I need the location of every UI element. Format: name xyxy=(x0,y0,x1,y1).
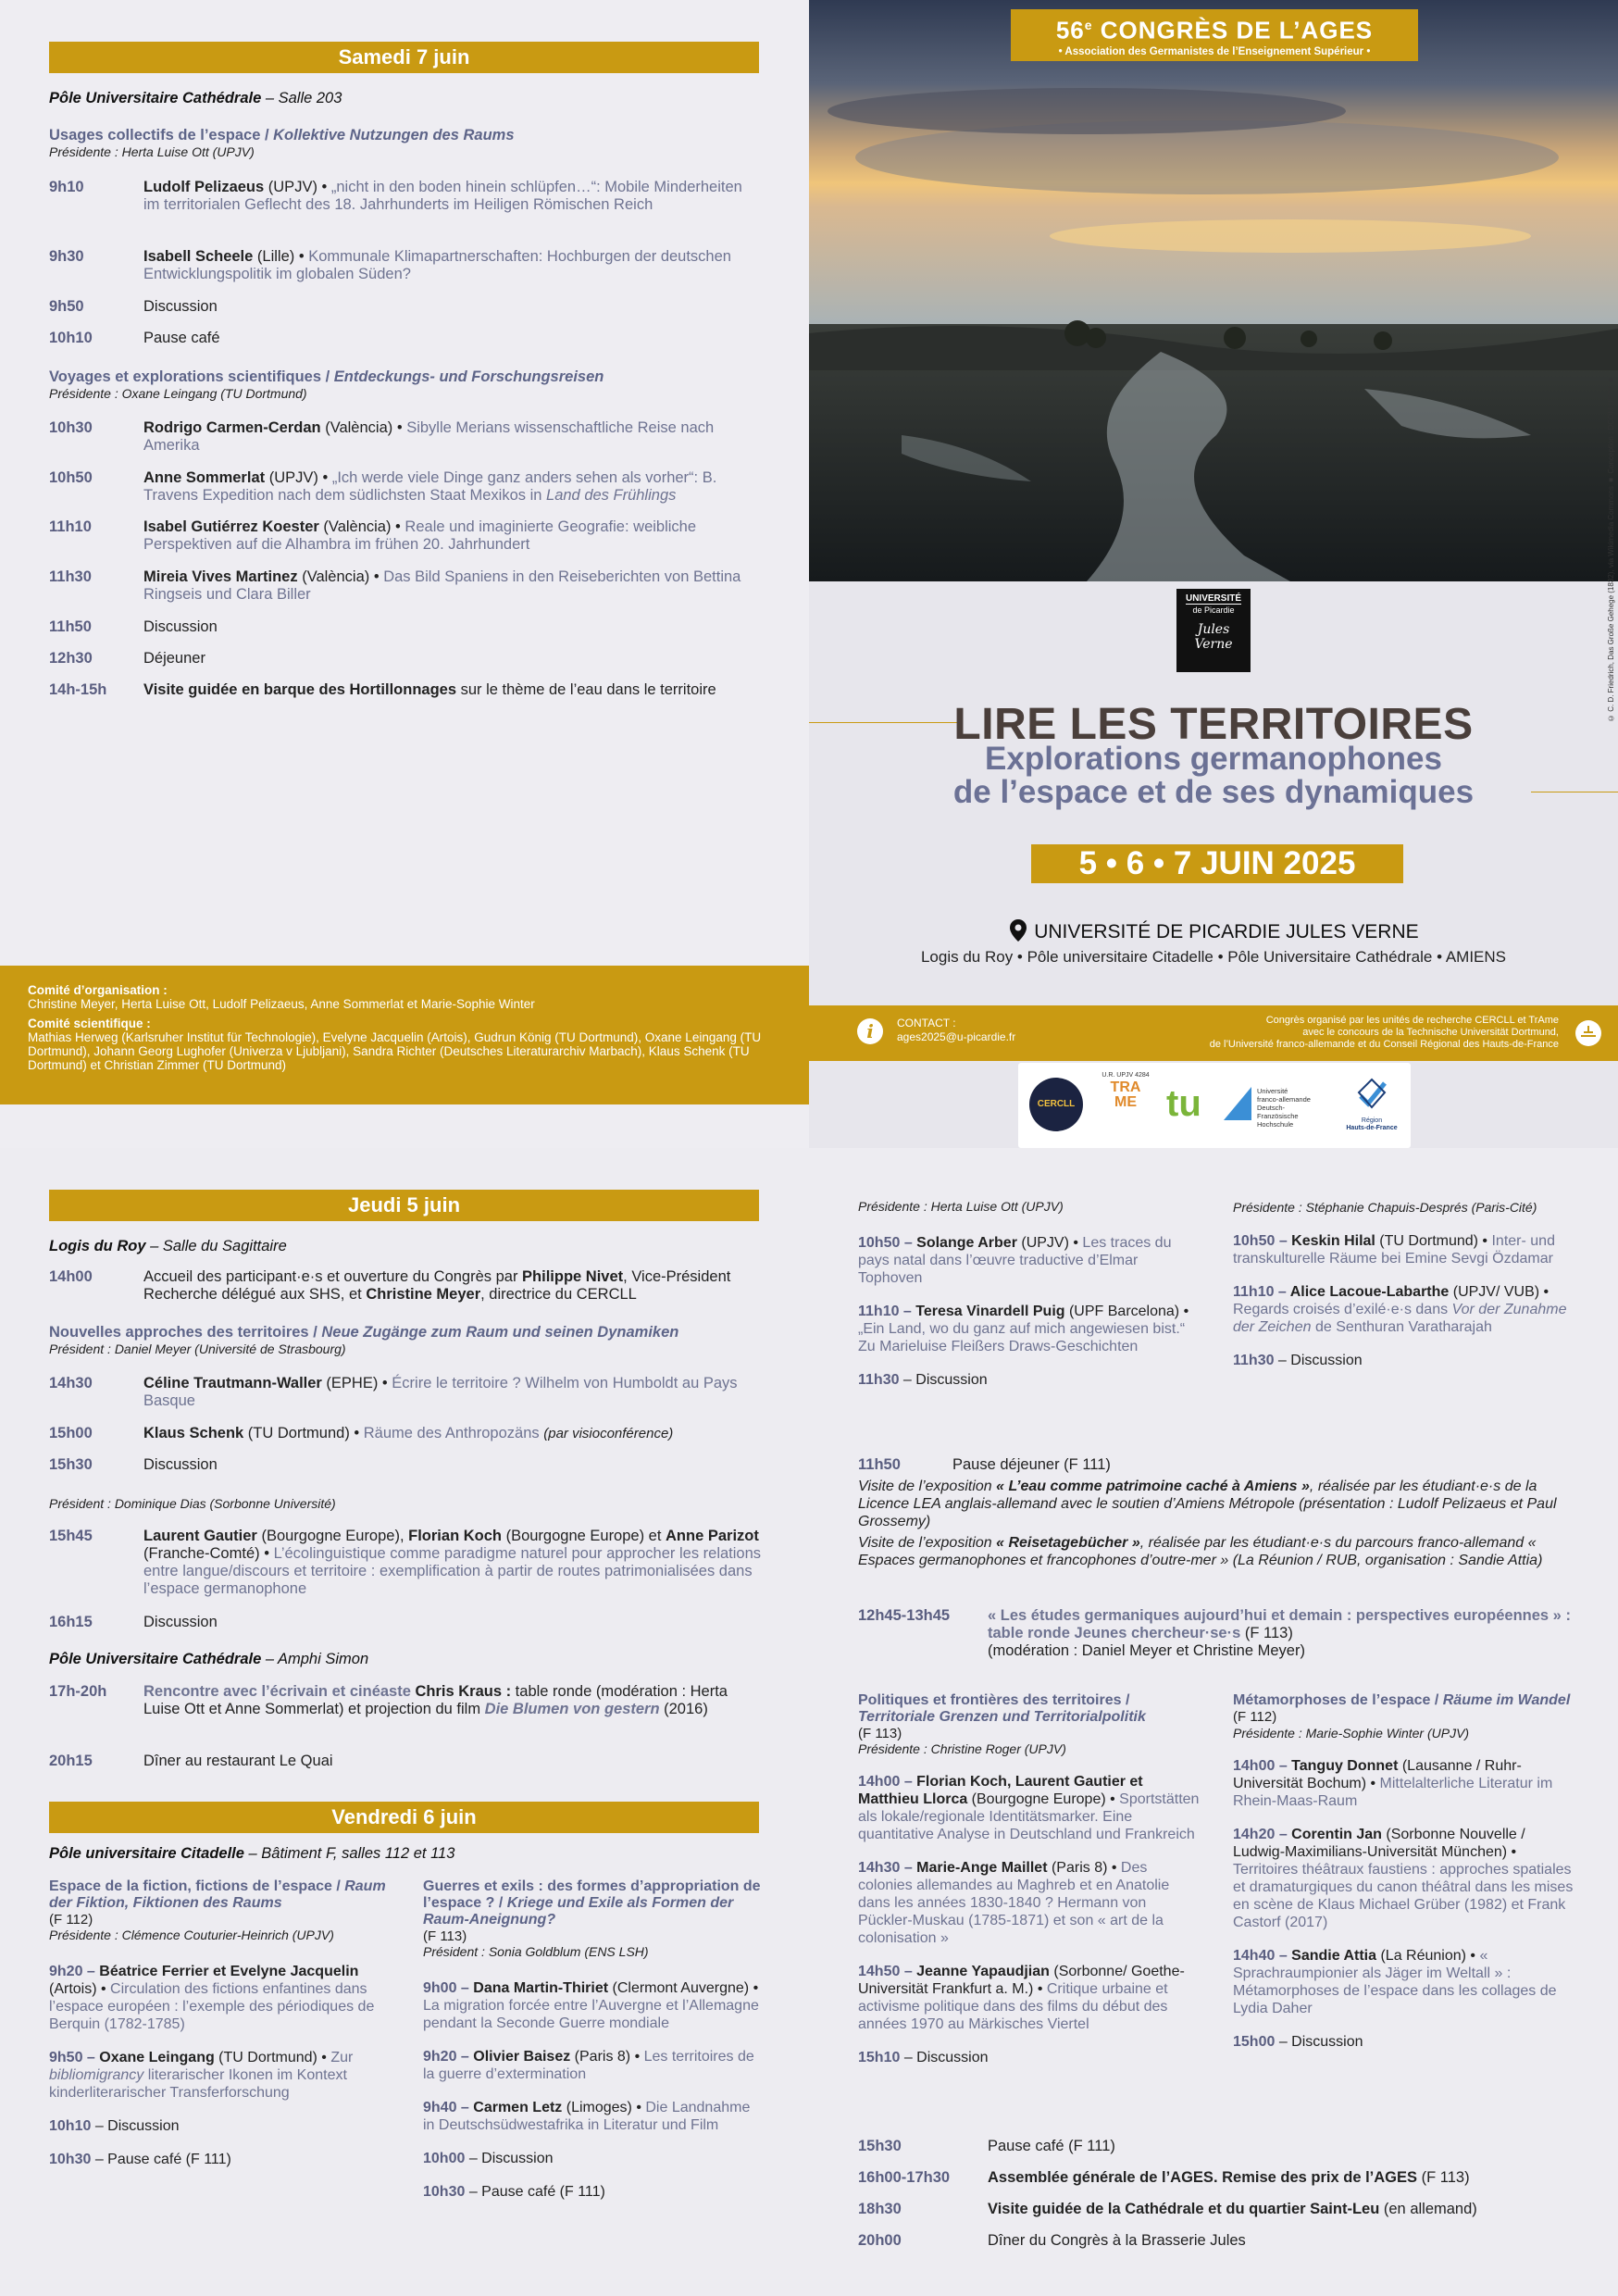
round-table: 12h45-13h45 « Les études germaniques aujourd’hui et demain : perspectives européennes » : table ronde Jeunes chercheur·se·s (F 113) (modération : Daniel Meyer et Christine Meyer) xyxy=(858,1607,1571,1659)
parallel-session-left-morning: Présidente : Herta Luise Ott (UPJV) 10h50 – Solange Arber (UPJV) • Les traces du pays natal dans l’œuvre traductive d’Elmar Tophoven 11h10 – Teresa Vinardell Puig (UPF Barcelona) • „Ein Land, wo du ganz auf mich angewiesen bist.“ Zu Marieluise Fleißers Draws-Geschichten 11h30 – Discussion xyxy=(858,1199,1191,1389)
program-item: 10h10 – Discussion xyxy=(49,2118,180,2134)
program-row: 10h50 Anne Sommerlat (UPJV) • „Ich werde viele Dinge ganz anders sehen als vorher“: B. Travens Expedition nach dem südlichsten Staat Mexikos in Land des Frühlings xyxy=(49,469,717,504)
program-item: 15h00 – Discussion xyxy=(1233,2034,1363,2050)
program-item: 14h40 – Sandie Attia (La Réunion) • « Sprachraumpionier als Jäger im Weltall » : Métamorphoses de l’espace dans les collages de Lydia Daher xyxy=(1233,1948,1557,2016)
landscape-painting xyxy=(809,0,1618,581)
exhibition-note: Visite de l’exposition « L’eau comme patrimoine caché à Amiens », réalisée par les étudiant·e·s de la Licence LEA anglais-allemand avec le soutien d’Amiens Métropole (présentation : Ludolf Pelizaeus et Paul Grossemy) xyxy=(858,1479,1557,1529)
panel-thursday-friday xyxy=(0,1148,809,2296)
program-item: 10h30 – Pause café (F 111) xyxy=(49,2152,231,2167)
program-row: 9h50 Discussion xyxy=(49,298,218,315)
program-item: 14h00 – Tanguy Donnet (Lausanne / Ruhr-Universität Bochum) • Mittelalterliche Literatur im Rhein-Maas-Raum xyxy=(1233,1758,1553,1809)
program-row: 16h00-17h30 Assemblée générale de l’AGES. Remise des prix de l’AGES (F 113) xyxy=(858,2169,1470,2186)
program-row: 10h10 Pause café xyxy=(49,330,220,346)
parallel-session-metamorphoses: Métamorphoses de l’espace / Räume im Wandel (F 112) Présidente : Marie-Sophie Winter (UPJV) 14h00 – Tanguy Donnet (Lausanne / Ruhr-Universität Bochum) • Mittelalterliche Literatur im Rhein-Maas-Raum 14h20 – Corentin Jan (Sorbonne Nouvelle / Ludwig-Maximilians-Universität München) • Territoires théâtraux faustiens : approches spatiales et dramaturgiques du canon théâtral dans les mises en scène de Klaus Michael Grüber (1982) et Frank Castorf (2017) 14h40 – Sandie Attia (La Réunion) • « Sprachraumpionier als Jäger im Weltall » : Métamorphoses de l’espace dans les collages de Lydia Daher 15h00 – Discussion xyxy=(1233,1692,1575,2051)
parallel-session-war-exile: Guerres et exils : des formes d’appropriation de l’espace ? / Kriege und Exile als Formen der Raum-Aneignung? (F 113) Président : Sonia Goldblum (ENS LSH) 9h00 – Dana Martin-Thiriet (Clermont Auvergne) • La migration forcée entre l’Auvergne et l’Allemagne pendant la Seconde Guerre mondiale 9h20 – Olivier Baisez (Paris 8) • Les territoires de la guerre d’extermination 9h40 – Carmen Letz (Limoges) • Die Landnahme in Deutschsüdwestafrika in Literatur und Film 10h00 – Discussion 10h30 – Pause café (F 111) xyxy=(423,1878,765,2201)
session-header: Nouvelles approches des territoires / Neue Zugänge zum Raum und seinen Dynamiken Président : Daniel Meyer (Université de Strasbourg) xyxy=(49,1324,679,1356)
program-item: 14h30 – Marie-Ange Maillet (Paris 8) • Des colonies allemandes au Maghreb et en Anatolie dans les années 1830-1840 ? Hermann von Pückler-Muskau (1785-1871) et son « art de la colonisation » xyxy=(858,1860,1170,1946)
program-item: 9h20 – Olivier Baisez (Paris 8) • Les territoires de la guerre d’extermination xyxy=(423,2049,754,2082)
program-item: 14h50 – Jeanne Yapaudjian (Sorbonne/ Goethe-Universität Frankfurt a. M.) • Critique urbaine et activisme politique dans des films du début des années 1970 au Märkisches Viertel xyxy=(858,1964,1185,2032)
program-row: 15h00 Klaus Schenk (TU Dortmund) • Räume des Anthropozäns (par visioconférence) xyxy=(49,1425,674,1441)
program-item: 9h40 – Carmen Letz (Limoges) • Die Landnahme in Deutschsüdwestafrika in Literatur und Film xyxy=(423,2100,751,2133)
program-row: 15h30 Discussion xyxy=(49,1456,218,1473)
day-header-thursday: Jeudi 5 juin xyxy=(49,1190,759,1221)
parallel-session-fiction: Espace de la fiction, fictions de l’espace / Raum der Fiktion, Fiktionen des Raums (F 112) Présidente : Clémence Couturier-Heinrich (UPJV) 9h20 – Béatrice Ferrier et Evelyne Jacquelin (Artois) • Circulation des fictions enfantines dans l’espace européen : l’exemple des périodiques de Berquin (1782-1785) 9h50 – Oxane Leingang (TU Dortmund) • Zur bibliomigrancy literarischer Ikonen im Kontext kinderliterarischer Transferforschung 10h10 – Discussion 10h30 – Pause café (F 111) xyxy=(49,1878,392,2168)
session-president: Président : Dominique Dias (Sorbonne Université) xyxy=(49,1496,336,1511)
program-row: 9h10 Ludolf Pelizaeus (UPJV) • „nicht in den boden hinein schlüpfen…“: Mobile Minderheiten im territorialen Geflecht des 18. Jahrhunderts im Heiligen Römischen Reich xyxy=(49,179,742,213)
program-item: 14h00 – Florian Koch, Laurent Gautier et Matthieu Llorca (Bourgogne Europe) • Sportstätten als lokale/regionale Identitätsmarker. Eine quantitative Analyse in Deutschland und Frankreich xyxy=(858,1774,1200,1842)
program-row: 15h45 Laurent Gautier (Bourgogne Europe), Florian Koch (Bourgogne Europe) et Anne Parizot (Franche-Comté) • L’écolinguistique comme paradigme naturel pour approcher les relations entre langue/discours et territoire : exemplification à partir de routes patrimonialisées dans l’espace germanophone xyxy=(49,1528,762,1597)
main-title: LIRE LES TERRITOIRES xyxy=(953,700,1474,749)
venue-university: UNIVERSITÉ DE PICARDIE JULES VERNE xyxy=(809,918,1618,943)
venue-sites: Logis du Roy • Pôle universitaire Citadelle • Pôle Universitaire Cathédrale • AMIENS xyxy=(920,948,1507,966)
university-logo: UNIVERSITÉ de Picardie Jules Verne xyxy=(1176,589,1251,672)
venue-line: Pôle Universitaire Cathédrale – Amphi Simon xyxy=(49,1651,369,1667)
venue-line: Pôle Universitaire Cathédrale – Salle 203 xyxy=(49,90,342,106)
info-icon: i xyxy=(857,1018,883,1044)
program-row: 11h30 Mireia Vives Martinez (València) • Das Bild Spaniens in den Reiseberichten von Bettina Ringseis und Clara Biller xyxy=(49,568,741,603)
program-item: 10h50 – Keskin Hilal (TU Dortmund) • Inter- und transkulturelle Räume bei Emine Sevgi Özdamar xyxy=(1233,1233,1555,1267)
dates-banner: 5 • 6 • 7 JUIN 2025 xyxy=(1031,844,1403,883)
ufa-logo: Université franco-allemande Deutsch-Französische Hochschule xyxy=(1224,1083,1326,1126)
location-pin-icon xyxy=(1008,918,1028,942)
program-row: 14h-15h Visite guidée en barque des Hortillonnages sur le thème de l’eau dans le territoire xyxy=(49,681,716,698)
program-item: 9h50 – Oxane Leingang (TU Dortmund) • Zur bibliomigrancy literarischer Ikonen im Kontext kinderliterarischer Transferforschung xyxy=(49,2050,354,2101)
program-item: 14h20 – Corentin Jan (Sorbonne Nouvelle / Ludwig-Maximilians-Universität München) • Territoires théâtraux faustiens : approches spatiales et dramaturgiques du canon théâtral dans les mises en scène de Klaus Michael Grüber (1982) et Frank Castorf (2017) xyxy=(1233,1827,1574,1930)
program-row: 11h10 Isabel Gutiérrez Koester (València) • Reale und imaginierte Geografie: weibliche Perspektiven auf die Alhambra im frühen 20. Jahrhundert xyxy=(49,518,697,553)
tu-dortmund-logo: tu xyxy=(1166,1083,1201,1124)
subtitle: Explorations germanophones de l’espace et de ses dynamiques xyxy=(952,741,1475,810)
program-row: 12h30 Déjeuner xyxy=(49,650,205,667)
contact-bar: i CONTACT : ages2025@u-picardie.fr Congrès organisé par les unités de recherche CERCLL et TrAme avec le concours de la Technische Universität Dortmund, de l’Université franco-allemande et du Conseil Régional des Hauts-de-France xyxy=(809,1005,1618,1061)
committee-band: Comité d’organisation : Christine Meyer, Herta Luise Ott, Ludolf Pelizaeus, Anne Sommerlat et Marie-Sophie Winter Comité scientifique : Mathias Herweg (Karlsruher Institut für Technologie), Evelyne Jacquelin (Artois), Gudrun König (TU Dortmund), Oxane Leingang (TU Dortmund), Johann Georg Lughofer (Univerza v Ljubljani), Sandra Richter (Deutsches Literaturarchiv Marbach), Klaus Schenk (TU Dortmund) et Christian Zimmer (TU Dortmund) xyxy=(0,966,809,1104)
image-credit: © C. D. Friedrich, Das Große Gehege (1832), via Wikimedia Commons ■ Conception : DCOM UPJV ■ xyxy=(1607,376,1615,722)
program-item: 11h10 – Alice Lacoue-Labarthe (UPJV/ VUB) • Regards croisés d’exilé·e·s dans Vor der Zunahme der Zeichen de Senthuran Varatharajah xyxy=(1233,1284,1567,1335)
lunch-exhibitions: 11h50 Pause déjeuner (F 111) Visite de l’exposition « L’eau comme patrimoine caché à Amiens », réalisée par les étudiant·e·s de la Licence LEA anglais-allemand avec le soutien d’Amiens Métropole (présentation : Ludolf Pelizaeus et Paul Grossemy) Visite de l’exposition « Reisetagebücher », réalisée par les étudiant·e·s du parcours franco-allemand « Espaces germanophones et francophones d’outre-mer » (La Réunion / RUB, organisation : Sandie Attia) xyxy=(858,1456,1580,1569)
program-item: 15h10 – Discussion xyxy=(858,2050,989,2065)
contact-email[interactable]: ages2025@u-picardie.fr xyxy=(897,1030,1016,1043)
program-row: 11h50 Discussion xyxy=(49,618,218,635)
program-item: 11h10 – Teresa Vinardell Puig (UPF Barcelona) • „Ein Land, wo du ganz auf mich angewiesen bist.“ Zu Marieluise Fleißers Draws-Geschichten xyxy=(858,1304,1189,1354)
parallel-session-politics: Politiques et frontières des territoires / Territoriale Grenzen und Territorialpolitik (F 113) Présidente : Christine Roger (UPJV) 14h00 – Florian Koch, Laurent Gautier et Matthieu Llorca (Bourgogne Europe) • Sportstätten als lokale/regionale Identitätsmarker. Eine quantitative Analyse in Deutschland und Frankreich 14h30 – Marie-Ange Maillet (Paris 8) • Des colonies allemandes au Maghreb et en Anatolie dans les années 1830-1840 ? Hermann von Pückler-Muskau (1785-1871) et son « art de la colonisation » 14h50 – Jeanne Yapaudjian (Sorbonne/ Goethe-Universität Frankfurt a. M.) • Critique urbaine et activisme politique dans des films du début des années 1970 au Märkisches Viertel 15h10 – Discussion xyxy=(858,1692,1200,2065)
program-item: 10h30 – Pause café (F 111) xyxy=(423,2184,605,2200)
venue-line: Logis du Roy – Salle du Sagittaire xyxy=(49,1238,287,1254)
partner-logos xyxy=(1018,1063,1411,1148)
program-row: 17h-20h Rencontre avec l’écrivain et cinéaste Chris Kraus : table ronde (modération : Herta Luise Ott et Anne Sommerlat) et projection du film Die Blumen von gestern (2016) xyxy=(49,1683,728,1717)
venue-line: Pôle universitaire Citadelle – Bâtiment F, salles 112 et 113 xyxy=(49,1845,455,1862)
day-header-saturday: Samedi 7 juin xyxy=(49,42,759,73)
program-item: 9h20 – Béatrice Ferrier et Evelyne Jacquelin (Artois) • Circulation des fictions enfantines dans l’espace européen : l’exemple des périodiques de Berquin (1782-1785) xyxy=(49,1964,375,2032)
day-header-friday: Vendredi 6 juin xyxy=(49,1802,759,1833)
program-item: 9h00 – Dana Martin-Thiriet (Clermont Auvergne) • La migration forcée entre l’Auvergne et l’Allemagne pendant la Seconde Guerre mondiale xyxy=(423,1980,759,2031)
panel-cover xyxy=(809,0,1618,1148)
program-row: 10h30 Rodrigo Carmen-Cerdan (València) • Sibylle Merians wissenschaftliche Reise nach Amerika xyxy=(49,419,715,454)
trame-logo: U.R. UPJV 4284 TRAME xyxy=(1101,1072,1150,1110)
program-row: 16h15 Discussion xyxy=(49,1614,218,1630)
program-item: 11h30 – Discussion xyxy=(858,1372,988,1388)
program-row: 18h30 Visite guidée de la Cathédrale et du quartier Saint-Leu (en allemand) xyxy=(858,2201,1477,2217)
program-row: 14h30 Céline Trautmann-Waller (EPHE) • Écrire le territoire ? Wilhelm von Humboldt au Pays Basque xyxy=(49,1375,738,1409)
session-header: Usages collectifs de l’espace / Kollektive Nutzungen des Raums Présidente : Herta Luise Ott (UPJV) xyxy=(49,127,515,159)
program-item: 10h00 – Discussion xyxy=(423,2151,554,2166)
program-row: 15h30 Pause café (F 111) xyxy=(858,2138,1115,2154)
session-header: Voyages et explorations scientifiques / Entdeckungs- und Forschungsreisen Présidente : Oxane Leingang (TU Dortmund) xyxy=(49,368,604,401)
program-row: 20h00 Dîner du Congrès à la Brasserie Jules xyxy=(858,2232,1246,2249)
sponsor-emblem-icon xyxy=(1575,1020,1601,1046)
region-logo: Région Hauts-de-France xyxy=(1342,1076,1401,1132)
congress-banner: 56e CONGRÈS DE L’AGES • Association des Germanistes de l’Enseignement Supérieur • xyxy=(1011,9,1418,61)
program-row: 9h30 Isabell Scheele (Lille) • Kommunale Klimapartnerschaften: Hochburgen der deutschen Entwicklungspolitik im globalen Süden? xyxy=(49,248,731,282)
program-row: 14h00 Accueil des participant·e·s et ouverture du Congrès par Philippe Nivet, Vice-Président Recherche délégué aux SHS, et Christine Meyer, directrice du CERCLL xyxy=(49,1268,731,1303)
parallel-session-right-morning: Présidente : Stéphanie Chapuis-Després (Paris-Cité) 10h50 – Keskin Hilal (TU Dortmund) • Inter- und transkulturelle Räume bei Emine Sevgi Özdamar 11h10 – Alice Lacoue-Labarthe (UPJV/ VUB) • Regards croisés d’exilé·e·s dans Vor der Zunahme der Zeichen de Senthuran Varatharajah 11h30 – Discussion xyxy=(1233,1199,1575,1369)
program-item: 11h30 – Discussion xyxy=(1233,1353,1363,1368)
exhibition-note: Visite de l’exposition « Reisetagebücher », réalisée par les étudiant·e·s du parcours franco-allemand « Espaces germanophones et francophones d’outre-mer » (La Réunion / RUB, organisation : Sandie Attia) xyxy=(858,1535,1543,1568)
cercll-logo: CERCLL xyxy=(1029,1078,1083,1131)
panel-friday-continued xyxy=(809,1148,1618,2296)
panel-saturday xyxy=(0,0,809,1148)
program-item: 10h50 – Solange Arber (UPJV) • Les traces du pays natal dans l’œuvre traductive d’Elmar Tophoven xyxy=(858,1235,1172,1286)
program-row: 20h15 Dîner au restaurant Le Quai xyxy=(49,1753,333,1769)
